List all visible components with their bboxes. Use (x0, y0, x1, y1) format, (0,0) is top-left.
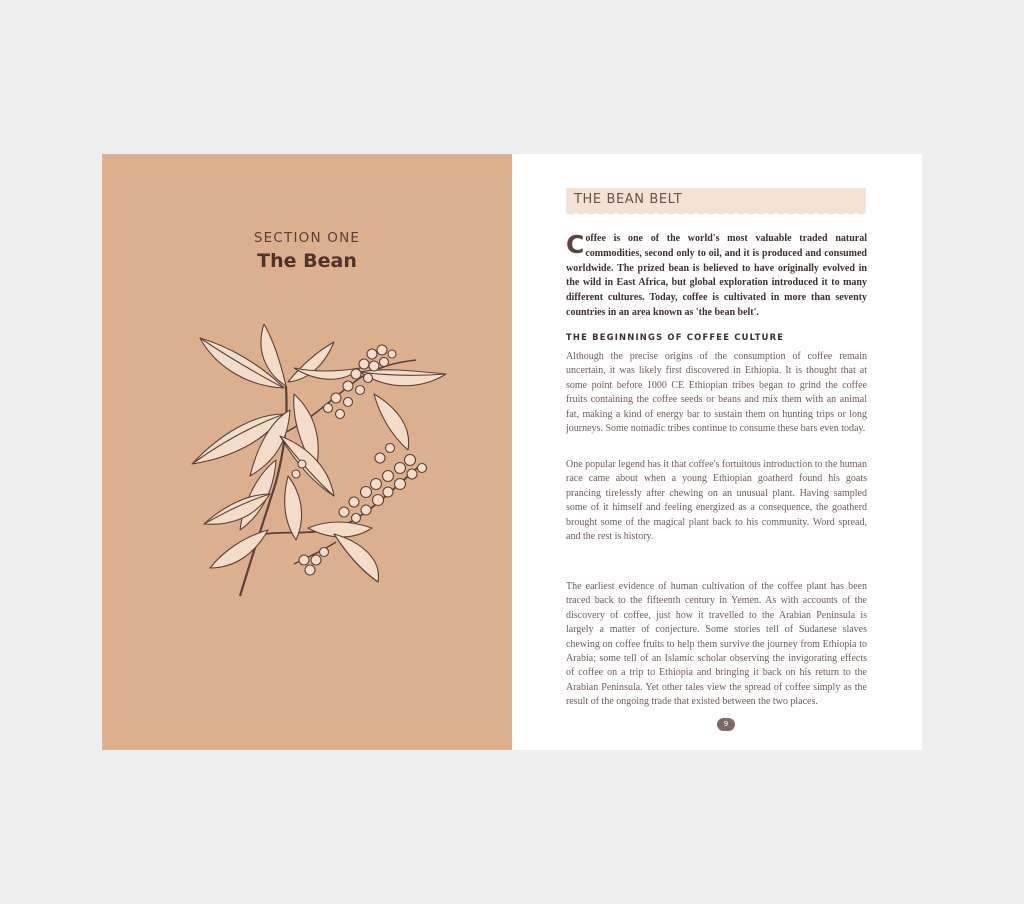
heading-band-edge (566, 212, 866, 216)
heading-band (566, 188, 866, 213)
book-spread (102, 154, 922, 750)
coffee-branch-illustration (184, 324, 454, 599)
intro-paragraph (566, 232, 867, 321)
drop-cap: C (566, 230, 585, 259)
section-label: SECTION ONE (253, 230, 361, 246)
subheading: THE BEGINNINGS OF COFFEE CULTURE (566, 332, 785, 342)
section-title: The Bean (257, 250, 357, 272)
page-heading: THE BEAN BELT (574, 192, 683, 207)
right-page (512, 154, 922, 750)
page-number: 9 (717, 718, 735, 731)
intro-text: offee is one of the world's most valuable traded natural commodities, second only to oil, and it is produced and consumed worldwide. The prized bean is believed to have originally evolved in the wild in East Africa, but global exploration introduced it to many different cultures. Today, coffee is cultivated in more than seventy countries in an area known as 'the bean belt'. (566, 233, 867, 318)
body-paragraph: The earliest evidence of human cultivation of the coffee plant has been traced back to the fifteenth century in Yemen. As with accounts of the discovery of coffee, just how it travelled to the Arabian Peninsula is largely a matter of conjecture. Some stories tell of Sudanese slaves chewing on coffee fruits to help them survive the journey from Ethiopia to Arabia; some tell of an Islamic scholar observing the invigorating effects of coffee on a trip to Ethiopia and bringing it back on his return to the Arabian Peninsula. Yet other tales view the spread of coffee simply as the result of the ongoing trade that existed between the two places. (566, 581, 867, 708)
left-page (102, 154, 512, 750)
body-paragraph: One popular legend has it that coffee's fortuitous introduction to the human race came about when a young Ethiopian goatherd found his goats prancing tirelessly after chewing on an unusual plant. Having sampled some of it himself and feeling energized as a consequence, the goatherd brought some of the magical plant back to his community. Word spread, and the rest is history. (566, 459, 867, 543)
body-paragraph: Although the precise origins of the consumption of coffee remain uncertain, it was likely first discovered in Ethiopia. It is thought that at some point before 1000 CE Ethiopian tribes began to grind the coffee fruits containing the coffee seeds or beans and mix them with an animal fat, making a kind of energy bar to sustain them on hunting trips or long journeys. Some nomadic tribes continue to consume these bars even today. (566, 351, 867, 435)
